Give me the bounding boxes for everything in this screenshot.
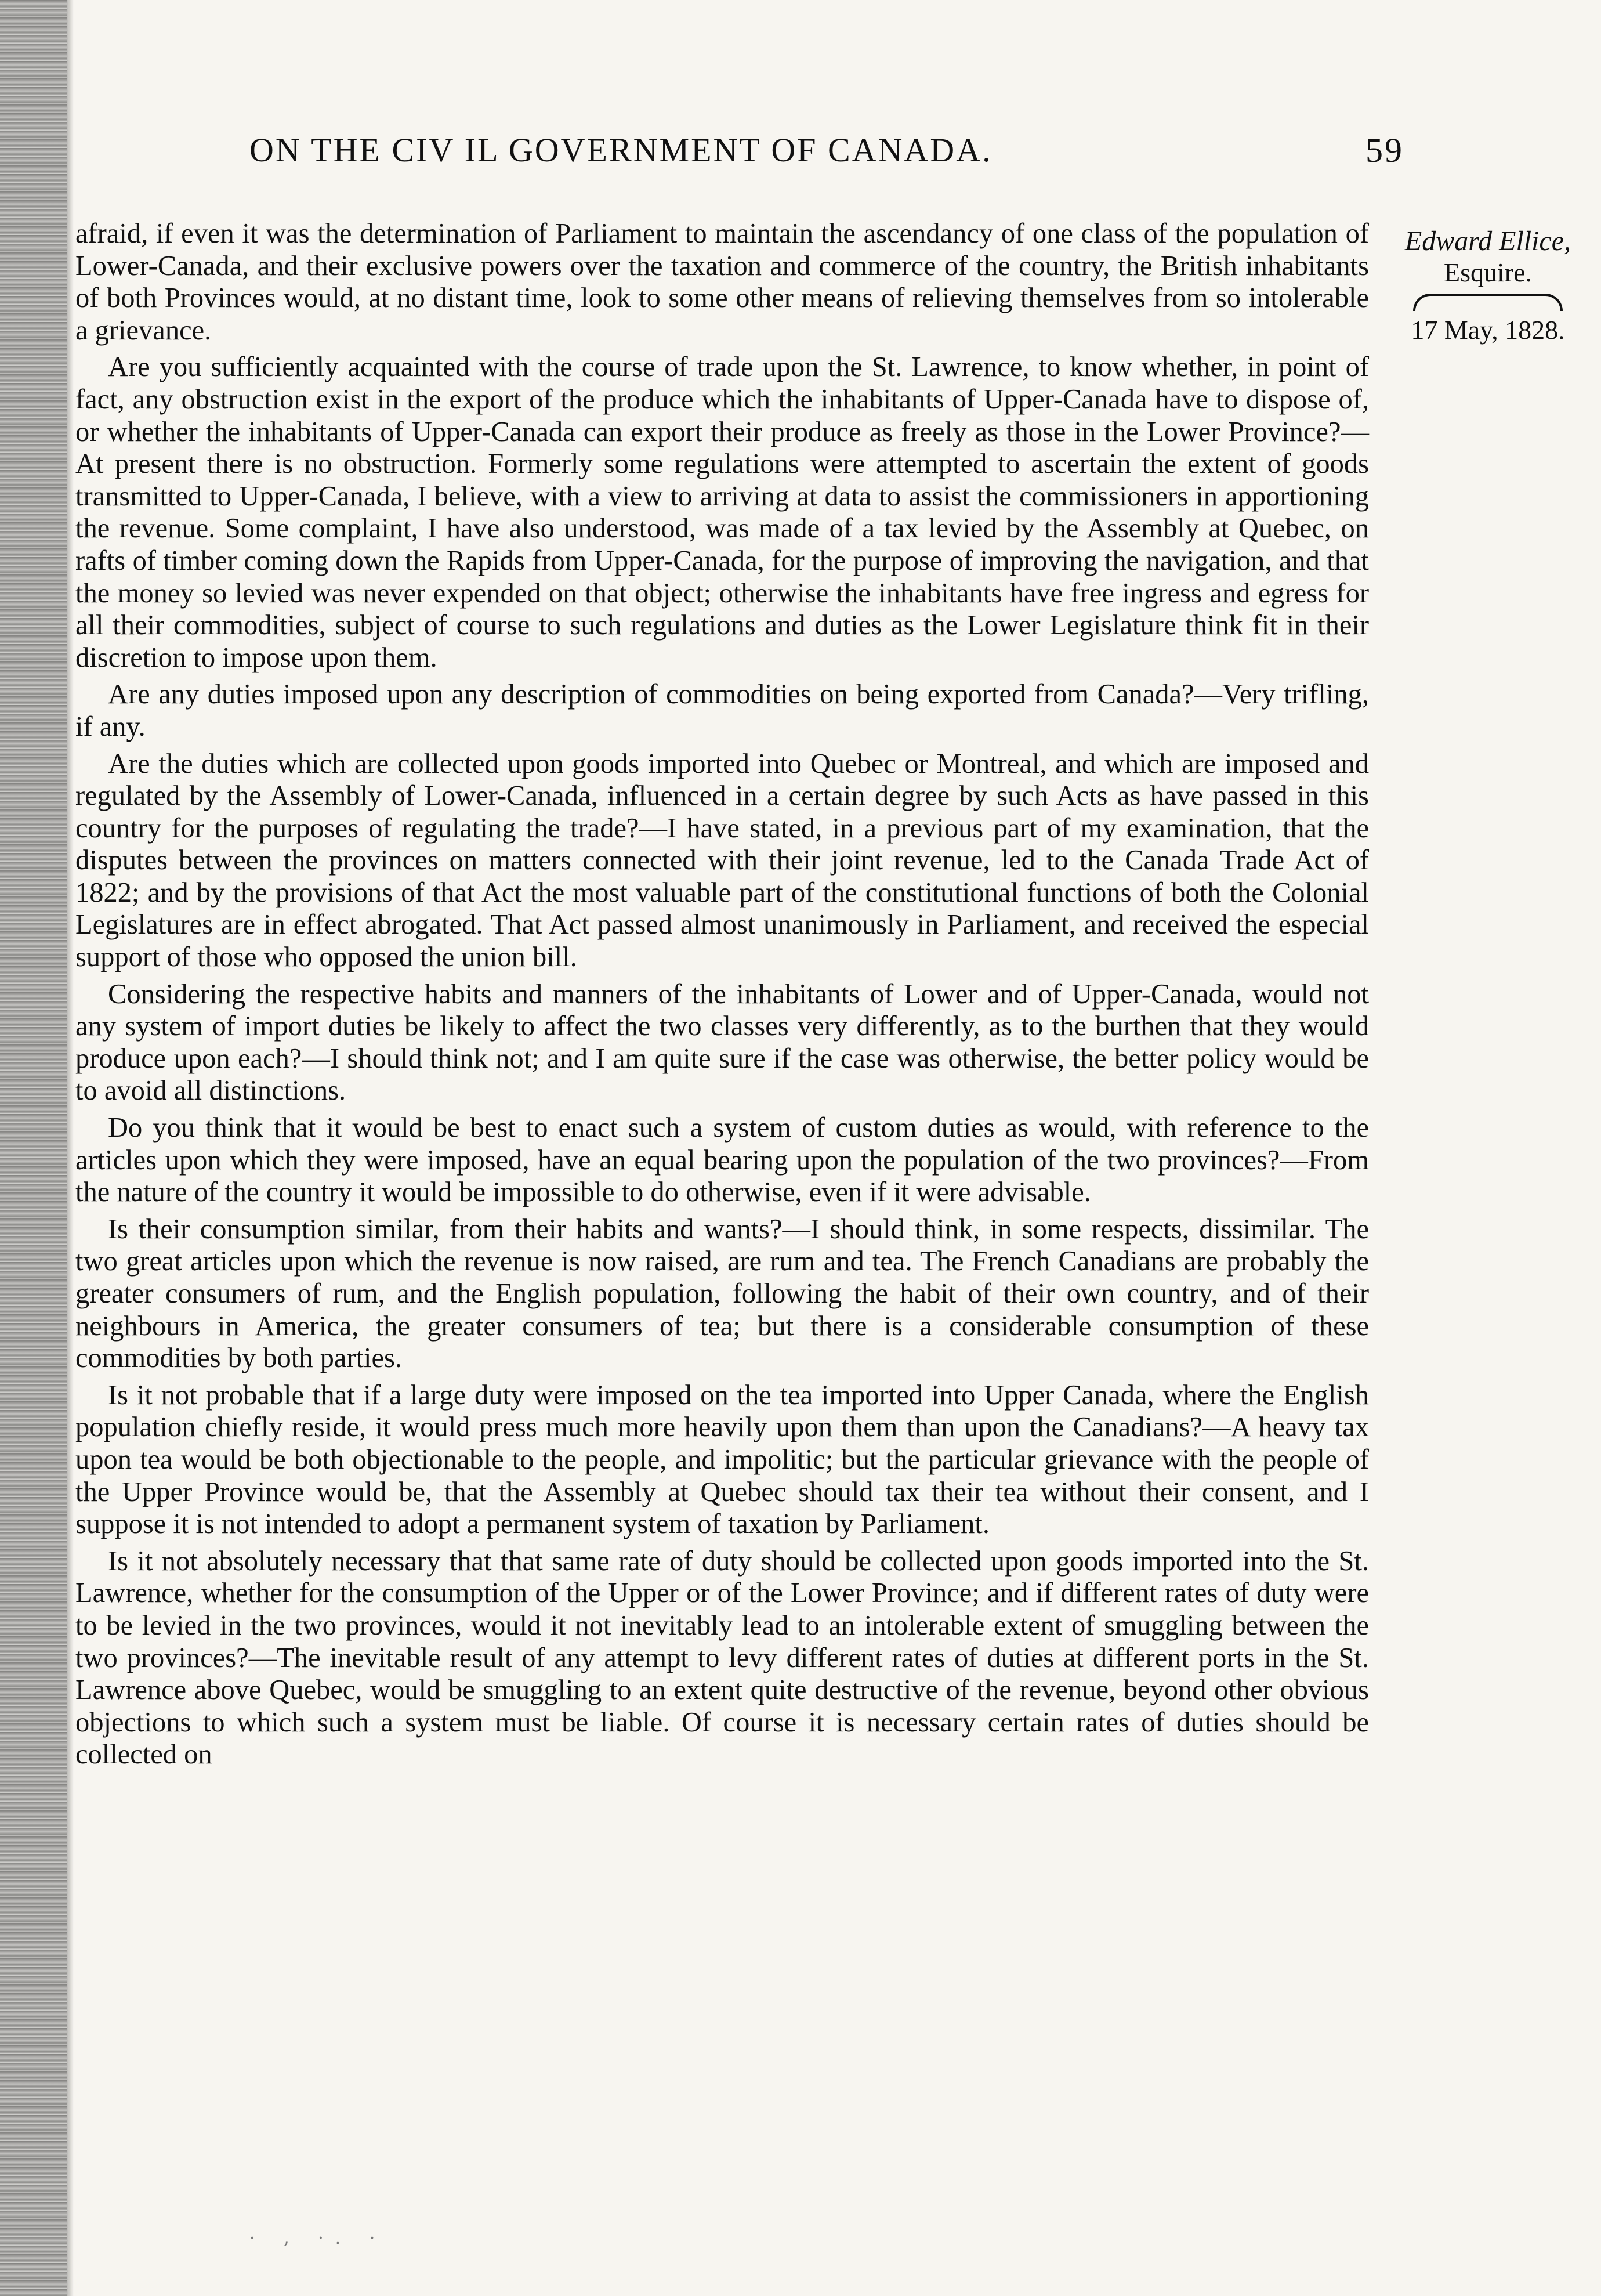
paragraph: Is it not absolutely necessary that that same rate of duty should be collected upon goods imported into the St. Lawrence, whether for the consumption of the Upper or of the Lower Province; and if different rates of duty were to be levied in the two provinces, would it not inevitably lead to an intolerable extent of smuggling between the two provinces?—The inevitable result of any attempt to levy different rates of duties at different ports in the St. Lawrence above Quebec, would be smuggling to an extent quite destructive of the revenue, beyond other obvious objections to which such a system must be liable. Of course it is necessary certain rates of duties should be collected on	[75, 1545, 1369, 1770]
paragraph: Considering the respective habits and manners of the inhabitants of Lower and of Upper-Canada, would not any system of import duties be likely to affect the two classes very differently, as to the burthen that they would produce upon each?—I should think not; and I am quite sure if the case was otherwise, the better policy would be to avoid all distinctions.	[75, 978, 1369, 1107]
paragraph: Is their consumption similar, from their habits and wants?—I should think, in some respects, dissimilar. The two great articles upon which the revenue is now raised, are rum and tea. The French Canadians are probably the greater consumers of rum, and the English population, following the habit of their own country, and of their neighbours in America, the greater consumers of tea; but there is a considerable consumption of these commodities by both parties.	[75, 1213, 1369, 1374]
witness-name: Edward Ellice,	[1404, 226, 1571, 256]
paragraph: Are any duties imposed upon any description of commodities on being exported from Canada?—Very trifling, if any.	[75, 679, 1369, 742]
paragraph: Is it not probable that if a large duty were imposed on the tea imported into Upper Canada, where the English population chiefly reside, it would press much more heavily upon them than upon the Canadians?—A heavy tax upon tea would be both objectionable to the people, and impolitic; but the particular grievance with the people of the Upper Province would be, that the Assembly at Quebec should tax their tea without their consent, and I suppose it is not intended to adopt a permanent system of taxation by Parliament.	[75, 1379, 1369, 1540]
margin-brace	[1413, 294, 1563, 311]
paragraph-continued: afraid, if even it was the determination of Parliament to maintain the ascendancy of one class of the population of Lower-Canada, and their exclusive powers over the taxation and commerce of the country, the British inhabitants of both Provinces would, at no distant time, look to some other means of relieving themselves from so intolerable a grievance.	[75, 218, 1369, 346]
witness-title: Esquire.	[1443, 258, 1532, 287]
body-text	[75, 218, 1369, 1776]
running-header	[249, 131, 1404, 183]
paragraph: Are the duties which are collected upon goods imported into Quebec or Montreal, and which are imposed and regulated by the Assembly of Lower-Canada, influenced in a certain degree by such Acts as have passed in this country for the purposes of regulating the trade?—I have stated, in a previous part of my examination, that the disputes between the provinces on matters connected with their joint revenue, led to the Canada Trade Act of 1822; and by the provisions of that Act the most valuable part of the constitutional functions of both the Colonial Legislatures are in effect abrogated. That Act passed almost unanimously in Parliament, and received the especial support of those who opposed the union bill.	[75, 748, 1369, 973]
page-number: 59	[1365, 131, 1404, 169]
print-specks: · , ·. ·	[249, 2228, 387, 2248]
running-title: ON THE CIV IL GOVERNMENT OF CANADA.	[249, 131, 993, 169]
paragraph: Are you sufficiently acquainted with the course of trade upon the St. Lawrence, to know whether, in point of fact, any obstruction exist in the export of the produce which the inhabitants of Upper-Canada have to dispose of, or whether the inhabitants of Upper-Canada can export their produce as freely as those in the Lower Province?—At present there is no obstruction. Formerly some regulations were attempted to ascertain the extent of goods transmitted to Upper-Canada, I believe, with a view to arriving at data to assist the commissioners in apportioning the revenue. Some complaint, I have also understood, was made of a tax levied by the Assembly at Quebec, on rafts of timber coming down the Rapids from Upper-Canada, for the purpose of improving the navigation, and that the money so levied was never expended on that object; otherwise the inhabitants have free ingress and egress for all their commodities, subject of course to such regulations and duties as the Lower Legislature think fit in their discretion to impose upon them.	[75, 352, 1369, 673]
binding-shadow	[67, 0, 74, 2296]
margin-note	[1383, 225, 1592, 346]
page-binding-edge	[0, 0, 67, 2296]
paragraph: Do you think that it would be best to enact such a system of custom duties as would, with reference to the articles upon which they were imposed, have an equal bearing upon the population of the two provinces?—From the nature of the country it would be impossible to do otherwise, even if it were advisable.	[75, 1112, 1369, 1208]
testimony-date: 17 May, 1828.	[1411, 315, 1565, 345]
